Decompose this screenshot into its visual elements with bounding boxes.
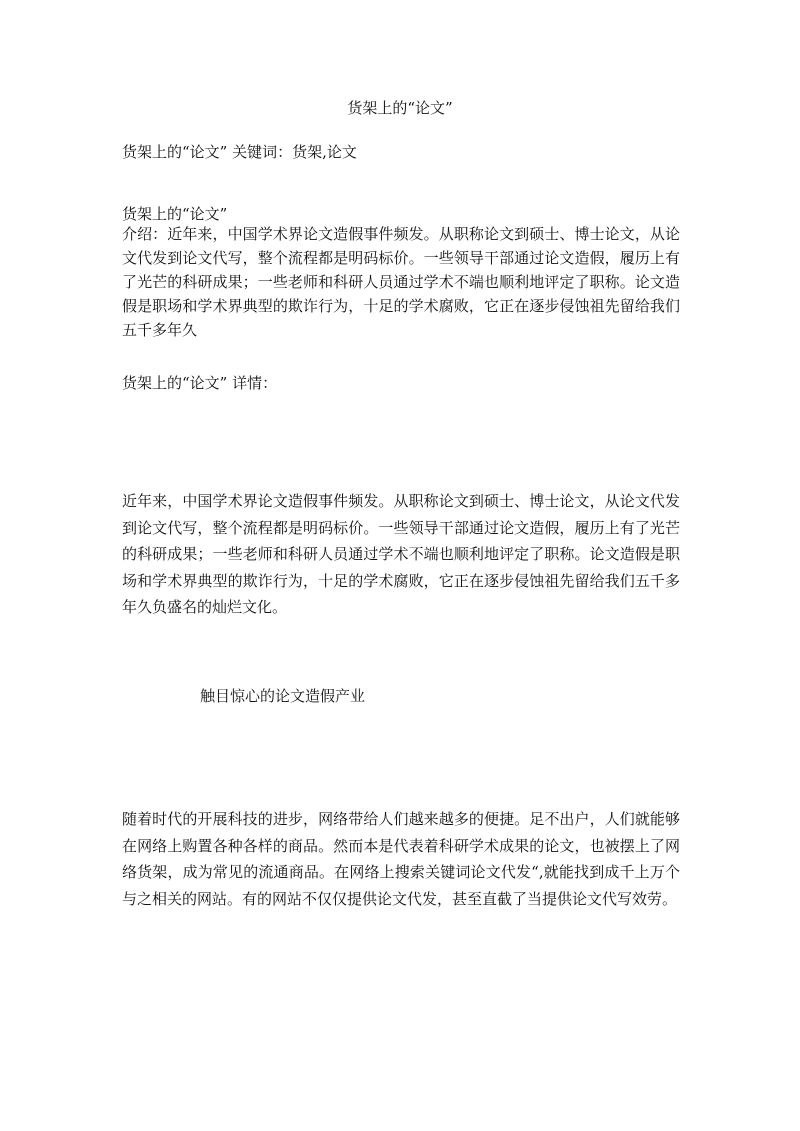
section-heading: 触目惊心的论文造假产业 — [200, 687, 366, 705]
document-title: 货架上的“论文” — [347, 99, 453, 117]
details-heading: 货架上的“论文” 详情： — [122, 374, 278, 392]
body-paragraph-2: 随着时代的开展科技的进步，网络带给人们越来越多的便捷。足不出户，人们就能够在网络上购置各种各样的商品。然而本是代表着科研学术成果的论文，也被摆上了网络货架，成为常见的流通商品。在网络上搜索关键词论文代发“,就能找到成千上万个与之相关的网站。有的网站不仅仅提供论文代发，甚至直截了当提供论文代写效劳。 — [122, 810, 680, 908]
keywords-line: 货架上的“论文” 关键词：货架,论文 — [122, 143, 357, 161]
body-paragraph-1: 近年来，中国学术界论文造假事件频发。从职称论文到硕士、博士论文，从论文代发到论文代写，整个流程都是明码标价。一些领导干部通过论文造假，履历上有了光芒的科研成果；一些老师和科研人员通过学术不端也顺利地评定了职称。论文造假是职场和学术界典型的欺诈行为，十足的学术腐败，它正在逐步侵蚀祖先留给我们五千多年久负盛名的灿烂文化。 — [122, 492, 680, 616]
intro-heading: 货架上的“论文” — [122, 205, 228, 223]
intro-paragraph: 介绍：近年来，中国学术界论文造假事件频发。从职称论文到硕士、博士论文，从论文代发到论文代写，整个流程都是明码标价。一些领导干部通过论文造假，履历上有了光芒的科研成果；一些老师和科研人员通过学术不端也顺利地评定了职称。论文造假是职场和学术界典型的欺诈行为，十足的学术腐败，它正在逐步侵蚀祖先留给我们五千多年久 — [122, 225, 680, 339]
